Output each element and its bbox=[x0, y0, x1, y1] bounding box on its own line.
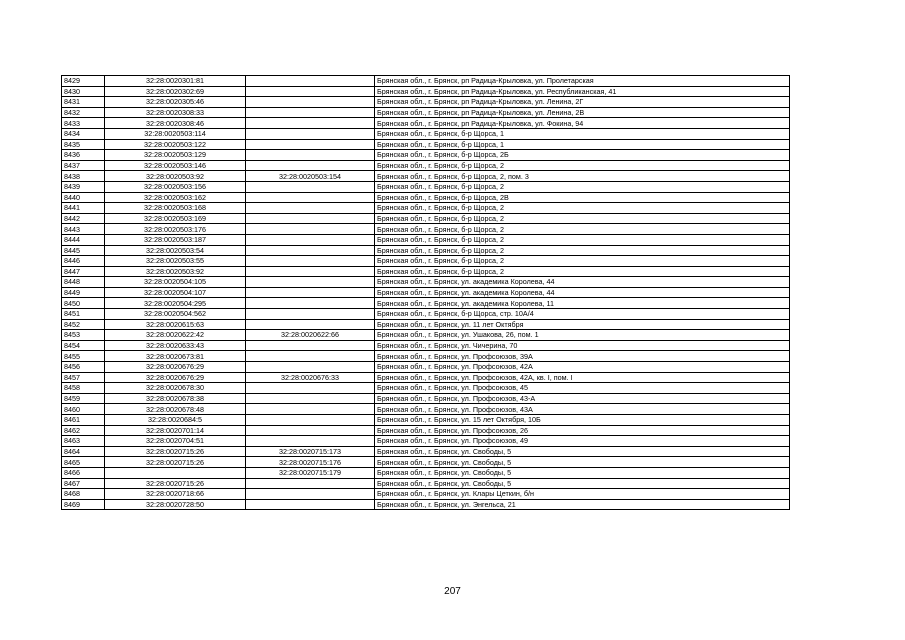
table-row bbox=[62, 287, 790, 298]
row-number-cell: 8452 bbox=[62, 319, 105, 330]
table-row bbox=[62, 499, 790, 510]
row-number-cell: 8443 bbox=[62, 224, 105, 235]
cadastral-number-cell: 32:28:0020715:26 bbox=[105, 446, 246, 457]
row-number-cell: 8461 bbox=[62, 415, 105, 426]
row-number-cell: 8433 bbox=[62, 118, 105, 129]
cadastral-number-cell: 32:28:0020503:129 bbox=[105, 150, 246, 161]
row-number-cell: 8464 bbox=[62, 446, 105, 457]
table-row bbox=[62, 86, 790, 97]
table-row bbox=[62, 118, 790, 129]
cadastral-number-cell: 32:28:0020503:156 bbox=[105, 181, 246, 192]
related-cadastral-number-cell bbox=[246, 107, 375, 118]
related-cadastral-number-cell bbox=[246, 436, 375, 447]
related-cadastral-number-cell bbox=[246, 298, 375, 309]
table-row bbox=[62, 362, 790, 373]
cadastral-number-cell: 32:28:0020308:33 bbox=[105, 107, 246, 118]
address-cell: Брянская обл., г. Брянск, ул. Клары Цеткин, б/н bbox=[375, 489, 790, 500]
address-cell: Брянская обл., г. Брянск, б-р Щорса, 2 bbox=[375, 256, 790, 267]
related-cadastral-number-cell bbox=[246, 499, 375, 510]
related-cadastral-number-cell bbox=[246, 224, 375, 235]
address-cell: Брянская обл., г. Брянск, б-р Щорса, стр. 10А/4 bbox=[375, 309, 790, 320]
row-number-cell: 8450 bbox=[62, 298, 105, 309]
related-cadastral-number-cell bbox=[246, 97, 375, 108]
related-cadastral-number-cell bbox=[246, 245, 375, 256]
cadastral-number-cell: 32:28:0020503:169 bbox=[105, 213, 246, 224]
row-number-cell: 8463 bbox=[62, 436, 105, 447]
row-number-cell: 8462 bbox=[62, 425, 105, 436]
cadastral-number-cell: 32:28:0020678:38 bbox=[105, 393, 246, 404]
related-cadastral-number-cell bbox=[246, 383, 375, 394]
cadastral-number-cell: 32:28:0020503:187 bbox=[105, 234, 246, 245]
row-number-cell: 8436 bbox=[62, 150, 105, 161]
related-cadastral-number-cell bbox=[246, 192, 375, 203]
related-cadastral-number-cell bbox=[246, 76, 375, 87]
table-row bbox=[62, 393, 790, 404]
row-number-cell: 8449 bbox=[62, 287, 105, 298]
cadastral-number-cell: 32:28:0020673:81 bbox=[105, 351, 246, 362]
cadastral-number-cell: 32:28:0020622:42 bbox=[105, 330, 246, 341]
row-number-cell: 8454 bbox=[62, 340, 105, 351]
related-cadastral-number-cell bbox=[246, 203, 375, 214]
address-cell: Брянская обл., г. Брянск, ул. Профсоюзов, 26 bbox=[375, 425, 790, 436]
row-number-cell: 8446 bbox=[62, 256, 105, 267]
related-cadastral-number-cell: 32:28:0020715:176 bbox=[246, 457, 375, 468]
table-row bbox=[62, 76, 790, 87]
property-table bbox=[61, 75, 790, 510]
cadastral-number-cell: 32:28:0020704:51 bbox=[105, 436, 246, 447]
address-cell: Брянская обл., г. Брянск, ул. Энгельса, 21 bbox=[375, 499, 790, 510]
address-cell: Брянская обл., г. Брянск, б-р Щорса, 2 bbox=[375, 224, 790, 235]
row-number-cell: 8441 bbox=[62, 203, 105, 214]
row-number-cell: 8459 bbox=[62, 393, 105, 404]
cadastral-number-cell: 32:28:0020676:29 bbox=[105, 362, 246, 373]
address-cell: Брянская обл., г. Брянск, ул. Профсоюзов, 49 bbox=[375, 436, 790, 447]
row-number-cell: 8432 bbox=[62, 107, 105, 118]
row-number-cell: 8468 bbox=[62, 489, 105, 500]
address-cell: Брянская обл., г. Брянск, ул. 15 лет Октября, 10Б bbox=[375, 415, 790, 426]
address-cell: Брянская обл., г. Брянск, ул. Профсоюзов, 43А bbox=[375, 404, 790, 415]
row-number-cell: 8448 bbox=[62, 277, 105, 288]
address-cell: Брянская обл., г. Брянск, б-р Щорса, 1 bbox=[375, 128, 790, 139]
cadastral-number-cell: 32:28:0020504:562 bbox=[105, 309, 246, 320]
related-cadastral-number-cell bbox=[246, 213, 375, 224]
row-number-cell: 8451 bbox=[62, 309, 105, 320]
table-row bbox=[62, 330, 790, 341]
address-cell: Брянская обл., г. Брянск, ул. 11 лет Октября bbox=[375, 319, 790, 330]
related-cadastral-number-cell: 32:28:0020715:179 bbox=[246, 467, 375, 478]
row-number-cell: 8455 bbox=[62, 351, 105, 362]
cadastral-number-cell: 32:28:0020504:105 bbox=[105, 277, 246, 288]
table-row bbox=[62, 245, 790, 256]
cadastral-number-cell: 32:28:0020305:46 bbox=[105, 97, 246, 108]
row-number-cell: 8434 bbox=[62, 128, 105, 139]
address-cell: Брянская обл., г. Брянск, ул. Профсоюзов, 42А bbox=[375, 362, 790, 373]
row-number-cell: 8467 bbox=[62, 478, 105, 489]
related-cadastral-number-cell bbox=[246, 234, 375, 245]
cadastral-number-cell: 32:28:0020503:92 bbox=[105, 171, 246, 182]
cadastral-number-cell: 32:28:0020504:107 bbox=[105, 287, 246, 298]
related-cadastral-number-cell bbox=[246, 160, 375, 171]
row-number-cell: 8437 bbox=[62, 160, 105, 171]
row-number-cell: 8435 bbox=[62, 139, 105, 150]
table-row bbox=[62, 467, 790, 478]
related-cadastral-number-cell bbox=[246, 277, 375, 288]
table-row bbox=[62, 266, 790, 277]
address-cell: Брянская обл., г. Брянск, ул. Свободы, 5 bbox=[375, 478, 790, 489]
address-cell: Брянская обл., г. Брянск, б-р Щорса, 2 bbox=[375, 234, 790, 245]
table-row bbox=[62, 404, 790, 415]
table-row bbox=[62, 203, 790, 214]
address-cell: Брянская обл., г. Брянск, б-р Щорса, 2 bbox=[375, 245, 790, 256]
table-row bbox=[62, 446, 790, 457]
row-number-cell: 8453 bbox=[62, 330, 105, 341]
row-number-cell: 8469 bbox=[62, 499, 105, 510]
row-number-cell: 8457 bbox=[62, 372, 105, 383]
related-cadastral-number-cell bbox=[246, 256, 375, 267]
cadastral-number-cell: 32:28:0020302:69 bbox=[105, 86, 246, 97]
cadastral-number-cell: 32:28:0020503:146 bbox=[105, 160, 246, 171]
row-number-cell: 8460 bbox=[62, 404, 105, 415]
table-row bbox=[62, 436, 790, 447]
address-cell: Брянская обл., г. Брянск, б-р Щорса, 2 bbox=[375, 181, 790, 192]
address-cell: Брянская обл., г. Брянск, ул. Профсоюзов, 43-А bbox=[375, 393, 790, 404]
row-number-cell: 8439 bbox=[62, 181, 105, 192]
related-cadastral-number-cell bbox=[246, 340, 375, 351]
related-cadastral-number-cell: 32:28:0020503:154 bbox=[246, 171, 375, 182]
table-row bbox=[62, 192, 790, 203]
cadastral-number-cell: 32:28:0020503:176 bbox=[105, 224, 246, 235]
table-row bbox=[62, 383, 790, 394]
row-number-cell: 8458 bbox=[62, 383, 105, 394]
cadastral-number-cell: 32:28:0020301:81 bbox=[105, 76, 246, 87]
property-table-body bbox=[62, 76, 790, 510]
table-row bbox=[62, 478, 790, 489]
cadastral-number-cell: 32:28:0020678:30 bbox=[105, 383, 246, 394]
table-row bbox=[62, 425, 790, 436]
address-cell: Брянская обл., г. Брянск, рп Радица-Крыловка, ул. Ленина, 2Г bbox=[375, 97, 790, 108]
related-cadastral-number-cell bbox=[246, 478, 375, 489]
related-cadastral-number-cell bbox=[246, 287, 375, 298]
address-cell: Брянская обл., г. Брянск, б-р Щорса, 2В bbox=[375, 192, 790, 203]
related-cadastral-number-cell bbox=[246, 489, 375, 500]
address-cell: Брянская обл., г. Брянск, ул. Чичерина, 70 bbox=[375, 340, 790, 351]
table-row bbox=[62, 171, 790, 182]
cadastral-number-cell: 32:28:0020503:122 bbox=[105, 139, 246, 150]
row-number-cell: 8431 bbox=[62, 97, 105, 108]
table-row bbox=[62, 107, 790, 118]
address-cell: Брянская обл., г. Брянск, ул. академика Королева, 44 bbox=[375, 287, 790, 298]
address-cell: Брянская обл., г. Брянск, ул. Свободы, 5 bbox=[375, 446, 790, 457]
cadastral-number-cell: 32:28:0020503:92 bbox=[105, 266, 246, 277]
table-row bbox=[62, 340, 790, 351]
row-number-cell: 8466 bbox=[62, 467, 105, 478]
address-cell: Брянская обл., г. Брянск, б-р Щорса, 2 bbox=[375, 160, 790, 171]
table-row bbox=[62, 97, 790, 108]
address-cell: Брянская обл., г. Брянск, ул. Свободы, 5 bbox=[375, 467, 790, 478]
address-cell: Брянская обл., г. Брянск, б-р Щорса, 2 bbox=[375, 266, 790, 277]
address-cell: Брянская обл., г. Брянск, ул. академика Королева, 11 bbox=[375, 298, 790, 309]
cadastral-number-cell: 32:28:0020503:54 bbox=[105, 245, 246, 256]
table-row bbox=[62, 213, 790, 224]
row-number-cell: 8429 bbox=[62, 76, 105, 87]
related-cadastral-number-cell bbox=[246, 404, 375, 415]
cadastral-number-cell: 32:28:0020684:5 bbox=[105, 415, 246, 426]
cadastral-number-cell bbox=[105, 467, 246, 478]
table-row bbox=[62, 298, 790, 309]
address-cell: Брянская обл., г. Брянск, б-р Щорса, 2 bbox=[375, 203, 790, 214]
cadastral-number-cell: 32:28:0020728:50 bbox=[105, 499, 246, 510]
row-number-cell: 8447 bbox=[62, 266, 105, 277]
table-row bbox=[62, 372, 790, 383]
table-row bbox=[62, 277, 790, 288]
table-row bbox=[62, 139, 790, 150]
address-cell: Брянская обл., г. Брянск, рп Радица-Крыловка, ул. Республиканская, 41 bbox=[375, 86, 790, 97]
related-cadastral-number-cell bbox=[246, 362, 375, 373]
row-number-cell: 8440 bbox=[62, 192, 105, 203]
address-cell: Брянская обл., г. Брянск, рп Радица-Крыловка, ул. Пролетарская bbox=[375, 76, 790, 87]
cadastral-number-cell: 32:28:0020503:168 bbox=[105, 203, 246, 214]
table-row bbox=[62, 128, 790, 139]
address-cell: Брянская обл., г. Брянск, б-р Щорса, 2, пом. 3 bbox=[375, 171, 790, 182]
table-row bbox=[62, 489, 790, 500]
related-cadastral-number-cell bbox=[246, 181, 375, 192]
cadastral-number-cell: 32:28:0020715:26 bbox=[105, 478, 246, 489]
cadastral-number-cell: 32:28:0020503:114 bbox=[105, 128, 246, 139]
address-cell: Брянская обл., г. Брянск, ул. Профсоюзов, 39А bbox=[375, 351, 790, 362]
related-cadastral-number-cell bbox=[246, 266, 375, 277]
cadastral-number-cell: 32:28:0020503:55 bbox=[105, 256, 246, 267]
row-number-cell: 8442 bbox=[62, 213, 105, 224]
address-cell: Брянская обл., г. Брянск, ул. Свободы, 5 bbox=[375, 457, 790, 468]
table-row bbox=[62, 457, 790, 468]
cadastral-number-cell: 32:28:0020504:295 bbox=[105, 298, 246, 309]
cadastral-number-cell: 32:28:0020503:162 bbox=[105, 192, 246, 203]
related-cadastral-number-cell bbox=[246, 309, 375, 320]
cadastral-number-cell: 32:28:0020678:48 bbox=[105, 404, 246, 415]
related-cadastral-number-cell bbox=[246, 319, 375, 330]
row-number-cell: 8438 bbox=[62, 171, 105, 182]
row-number-cell: 8430 bbox=[62, 86, 105, 97]
address-cell: Брянская обл., г. Брянск, б-р Щорса, 1 bbox=[375, 139, 790, 150]
address-cell: Брянская обл., г. Брянск, ул. Ушакова, 26, пом. 1 bbox=[375, 330, 790, 341]
table-row bbox=[62, 150, 790, 161]
related-cadastral-number-cell: 32:28:0020622:66 bbox=[246, 330, 375, 341]
table-row bbox=[62, 181, 790, 192]
table-row bbox=[62, 415, 790, 426]
address-cell: Брянская обл., г. Брянск, ул. Профсоюзов, 45 bbox=[375, 383, 790, 394]
related-cadastral-number-cell: 32:28:0020676:33 bbox=[246, 372, 375, 383]
table-row bbox=[62, 319, 790, 330]
related-cadastral-number-cell bbox=[246, 393, 375, 404]
address-cell: Брянская обл., г. Брянск, ул. академика Королева, 44 bbox=[375, 277, 790, 288]
row-number-cell: 8445 bbox=[62, 245, 105, 256]
related-cadastral-number-cell bbox=[246, 139, 375, 150]
address-cell: Брянская обл., г. Брянск, б-р Щорса, 2Б bbox=[375, 150, 790, 161]
table-row bbox=[62, 160, 790, 171]
row-number-cell: 8456 bbox=[62, 362, 105, 373]
cadastral-number-cell: 32:28:0020715:26 bbox=[105, 457, 246, 468]
related-cadastral-number-cell bbox=[246, 425, 375, 436]
related-cadastral-number-cell bbox=[246, 86, 375, 97]
table-row bbox=[62, 256, 790, 267]
row-number-cell: 8465 bbox=[62, 457, 105, 468]
page-number: 207 bbox=[444, 586, 461, 597]
table-row bbox=[62, 234, 790, 245]
cadastral-number-cell: 32:28:0020615:63 bbox=[105, 319, 246, 330]
related-cadastral-number-cell bbox=[246, 150, 375, 161]
address-cell: Брянская обл., г. Брянск, рп Радица-Крыловка, ул. Ленина, 2В bbox=[375, 107, 790, 118]
cadastral-number-cell: 32:28:0020676:29 bbox=[105, 372, 246, 383]
cadastral-number-cell: 32:28:0020633:43 bbox=[105, 340, 246, 351]
address-cell: Брянская обл., г. Брянск, рп Радица-Крыловка, ул. Фокина, 94 bbox=[375, 118, 790, 129]
cadastral-number-cell: 32:28:0020308:46 bbox=[105, 118, 246, 129]
table-row bbox=[62, 224, 790, 235]
related-cadastral-number-cell bbox=[246, 118, 375, 129]
cadastral-number-cell: 32:28:0020701:14 bbox=[105, 425, 246, 436]
related-cadastral-number-cell bbox=[246, 128, 375, 139]
related-cadastral-number-cell: 32:28:0020715:173 bbox=[246, 446, 375, 457]
address-cell: Брянская обл., г. Брянск, ул. Профсоюзов, 42А, кв. I, пом. I bbox=[375, 372, 790, 383]
related-cadastral-number-cell bbox=[246, 351, 375, 362]
table-row bbox=[62, 351, 790, 362]
cadastral-number-cell: 32:28:0020718:66 bbox=[105, 489, 246, 500]
row-number-cell: 8444 bbox=[62, 234, 105, 245]
related-cadastral-number-cell bbox=[246, 415, 375, 426]
table-row bbox=[62, 309, 790, 320]
address-cell: Брянская обл., г. Брянск, б-р Щорса, 2 bbox=[375, 213, 790, 224]
